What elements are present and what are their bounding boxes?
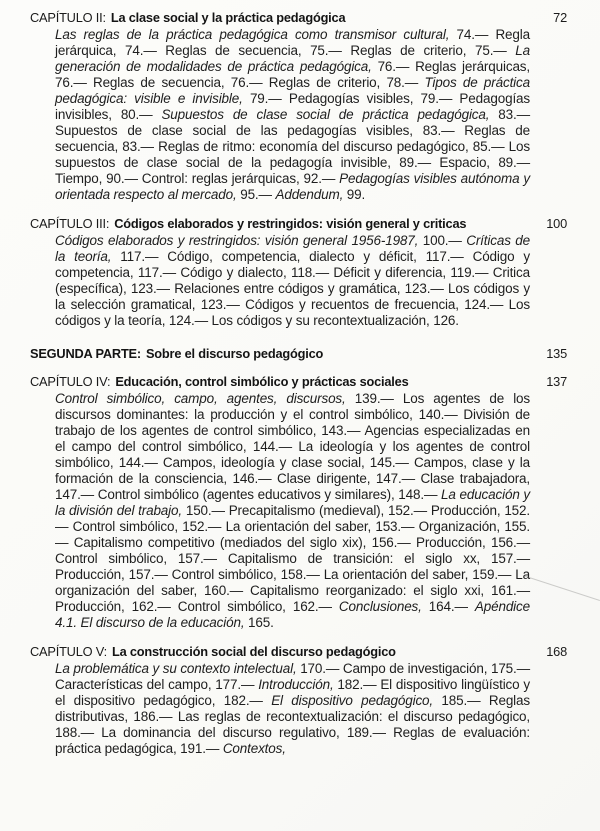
toc-run: Críticas de la teoría,: [55, 233, 530, 264]
toc-paragraph: [55, 661, 530, 757]
toc-entry: [30, 10, 567, 203]
page-number: 72: [553, 10, 567, 25]
toc-run: 117.— Código, competencia, dialecto y déficit, 117.— Código y competencia, 117.— Código y dialecto, 118.— Déficit y diferencia, 119.— Critica (específica), 123.— Relaciones entre códigos y gramática, 123.— Los códigos y la selección gramatical, 123.— Códigos y recuentos de frecuencia, 124.— Los códigos y la teoría, 124.— Los códigos y su recontextualización, 126.: [55, 249, 531, 328]
chapter-label: SEGUNDA PARTE:: [30, 346, 141, 361]
dot-leader: [470, 219, 540, 232]
toc-paragraph: [55, 391, 530, 631]
toc-run: El dispositivo pedagógico,: [271, 693, 434, 708]
toc-run: Tipos de práctica pedagógica: visible e invisible,: [55, 75, 530, 106]
toc-run: Supuestos de clase social de práctica pedagógica,: [161, 107, 490, 122]
toc-entry: [30, 374, 567, 631]
chapter-title: La clase social y la práctica pedagógica: [110, 10, 346, 25]
dot-leader: [349, 13, 547, 26]
toc-run: Addendum,: [275, 187, 344, 202]
toc-run: 99.: [343, 187, 366, 202]
chapter-title: Educación, control simbólico y prácticas sociales: [115, 374, 409, 389]
chapter-label: CAPÍTULO II:: [30, 10, 106, 25]
toc-run: 100.—: [418, 233, 467, 248]
page-number: 168: [546, 644, 567, 659]
toc-entry-heading: [30, 644, 567, 660]
toc-entry: [30, 644, 567, 757]
toc-run: 170.— Campo de investigación, 175.— Características del campo, 177.—: [55, 661, 530, 692]
toc-run: Códigos elaborados y restringidos: visión general 1956-1987,: [55, 233, 419, 248]
page-number: 100: [546, 216, 567, 231]
toc-run: Las reglas de la práctica pedagógica como transmisor cultural,: [55, 27, 450, 42]
toc-run: Control simbólico, campo, agentes, discursos,: [55, 391, 346, 406]
toc-entry-heading: [30, 374, 567, 390]
toc-run: Pedagogías visibles autónoma y orientada respecto al mercado,: [55, 171, 530, 202]
chapter-title: La construcción social del discurso pedagógico: [111, 644, 396, 659]
toc-run: Introducción,: [258, 677, 334, 692]
toc-run: Apéndice 4.1. El discurso de la educación,: [55, 599, 530, 630]
page-number: 135: [546, 346, 567, 361]
toc-run: La problemática y su contexto intelectual,: [55, 661, 297, 676]
toc-run: Conclusiones,: [338, 599, 422, 614]
chapter-title: Sobre el discurso pedagógico: [145, 346, 324, 361]
chapter-label: CAPÍTULO IV:: [30, 374, 111, 389]
chapter-title: Códigos elaborados y restringidos: visión general y criticas: [114, 216, 467, 231]
chapter-label: CAPÍTULO III:: [30, 216, 110, 231]
toc-run: La generación de modalidades de práctica pedagógica,: [55, 43, 530, 74]
toc-entry-heading: [30, 10, 567, 26]
toc-run: 79.— Pedagogías visibles, 79.— Pedagogías invisibles, 80.—: [55, 91, 530, 122]
toc-run: 185.— Reglas distributivas, 186.— Las reglas de recontextualización: el discurso pedagógico, 188.— La dominancia del discurso regulativo, 189.— Reglas de evaluación: práctica pedagógica, 191.—: [55, 693, 530, 756]
toc-run: Contextos,: [222, 741, 286, 756]
dot-leader: [400, 647, 540, 660]
toc-entry: [30, 216, 567, 329]
dot-leader: [327, 349, 540, 362]
toc-run: 139.— Los agentes de los discursos dominantes: la producción y el control simbólico, 140.— División de trabajo de los agentes de control simbólico, 143.— Agencias especializadas en el campo del control simbólico, 144.— La ideología y los agentes de control simbólico, 144.— Campos, ideología y clase social, 145.— Campos, clase y la formación de la consciencia, 146.— Clase dirigente, 147.— Clase trabajadora, 147.— Control simbólico (agentes educativos y similares), 148.—: [55, 391, 531, 502]
toc-entry: [30, 346, 567, 362]
chapter-label: CAPÍTULO V:: [30, 644, 107, 659]
toc-run: 182.— El dispositivo lingüístico y el dispositivo pedagógico, 182.—: [55, 677, 530, 708]
toc-run: 165.: [244, 615, 274, 630]
toc-run: 164.—: [421, 599, 475, 614]
toc-paragraph: [55, 27, 530, 203]
toc-paragraph: [55, 233, 530, 329]
toc-run: 74.— Regla jerárquica, 74.— Reglas de secuencia, 75.— Reglas de criterio, 75.—: [55, 27, 530, 58]
dot-leader: [413, 377, 541, 390]
toc-entry-heading: [30, 216, 567, 232]
toc-run: La educación y la división del trabajo,: [55, 487, 531, 518]
toc-run: 150.— Precapitalismo (medieval), 152.— Producción, 152.— Control simbólico, 152.— La orientación del saber, 153.— Organización, 155.— Capitalismo competitivo (mediados del siglo xix), 156.— Producción, 156.— Control simbólico, 157.— Capitalismo de transición: el siglo xx, 157.— Producción, 157.— Control simbólico, 158.— La orientación del saber, 159.— La organización del saber, 160.— Capitalismo reorganizado: el siglo xxi, 161.— Producción, 162.— Control simbólico, 162.—: [55, 503, 530, 614]
toc-entry-heading: [30, 346, 567, 362]
toc-run: 83.— Supuestos de clase social de las pedagogías visibles, 83.— Reglas de secuencia, 83.— Reglas de ritmo: economía del discurso pedagógico, 85.— Los supuestos de clase social de la pedagogía invisible, 89.— Espacio, 89.— Tiempo, 90.— Control: reglas jerárquicas, 92.—: [55, 107, 530, 186]
toc-run: 95.—: [236, 187, 276, 202]
toc-run: 76.— Reglas jerárquicas, 76.— Reglas de secuencia, 76.— Reglas de criterio, 78.—: [55, 59, 530, 90]
page-number: 137: [546, 374, 567, 389]
